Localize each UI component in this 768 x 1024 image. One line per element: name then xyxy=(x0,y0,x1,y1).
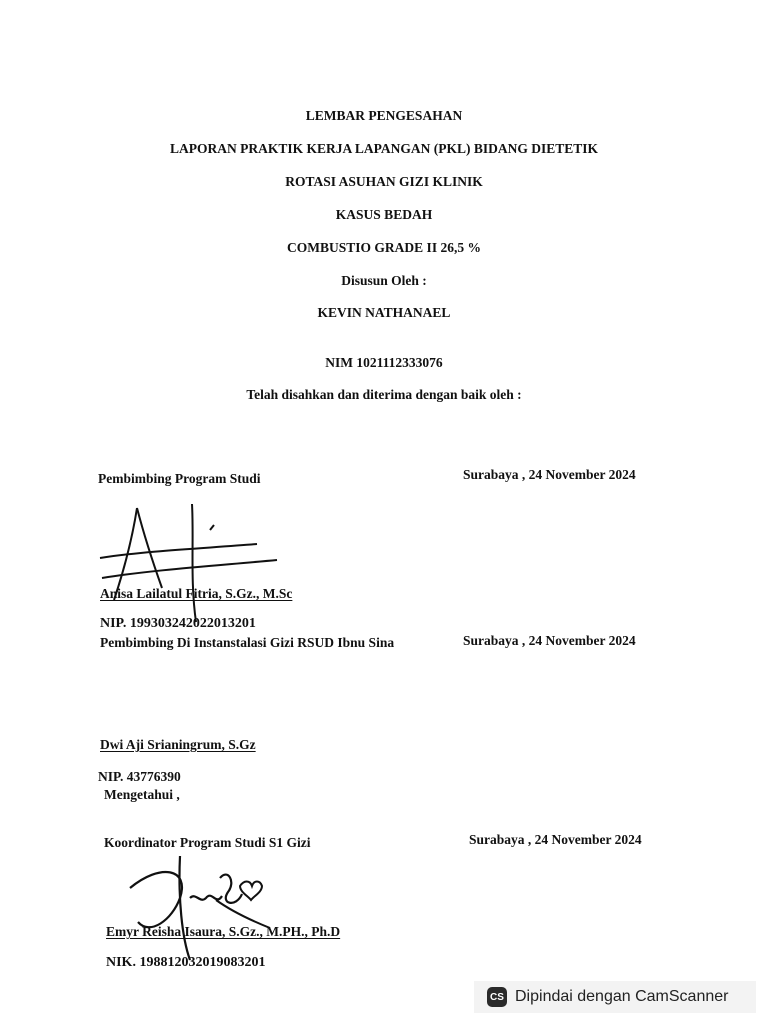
signatory-3-nik: NIK. 198812032019083201 xyxy=(106,955,266,970)
signatory-1-date: Surabaya , 24 November 2024 xyxy=(463,467,636,482)
camscanner-watermark xyxy=(474,981,756,1013)
signatory-3-name: Emyr Reisha Isaura, S.Gz., M.PH., Ph.D xyxy=(106,924,341,939)
document-title: LEMBAR PENGESAHAN xyxy=(305,108,463,123)
camscanner-icon: CS xyxy=(487,987,507,1007)
report-title: LAPORAN PRAKTIK KERJA LAPANGAN (PKL) BIDANG DIETETIK xyxy=(169,141,599,156)
camscanner-label: Dipindai dengan CamScanner xyxy=(515,988,729,1005)
signatory-3-date: Surabaya , 24 November 2024 xyxy=(469,832,642,847)
signatory-1-role: Pembimbing Program Studi xyxy=(98,471,261,486)
case-title: KASUS BEDAH xyxy=(335,207,433,222)
signatory-1-nip: NIP. 199303242022013201 xyxy=(100,616,256,631)
signatory-2-role: Pembimbing Di Instanstalasi Gizi RSUD Ibnu Sina xyxy=(100,635,395,650)
approval-statement: Telah disahkan dan diterima dengan baik oleh : xyxy=(246,387,522,402)
signature-1-image xyxy=(92,500,282,635)
author-nim: NIM 1021112333076 xyxy=(325,355,443,370)
signature-3-image xyxy=(120,848,280,968)
acknowledge-label: Mengetahui , xyxy=(104,787,180,802)
rotation-title: ROTASI ASUHAN GIZI KLINIK xyxy=(285,174,483,189)
diagnosis-title: COMBUSTIO GRADE II 26,5 % xyxy=(287,240,481,255)
signatory-1-name: Anisa Lailatul Fitria, S.Gz., M.Sc xyxy=(100,586,293,601)
signatory-2-nip: NIP. 43776390 xyxy=(98,769,181,784)
signatory-3-role: Koordinator Program Studi S1 Gizi xyxy=(104,835,311,850)
signatory-2-date: Surabaya , 24 November 2024 xyxy=(463,633,636,648)
author-name: KEVIN NATHANAEL xyxy=(317,305,451,320)
signatory-2-name: Dwi Aji Srianingrum, S.Gz xyxy=(100,737,256,752)
prepared-by-label: Disusun Oleh : xyxy=(341,273,427,288)
